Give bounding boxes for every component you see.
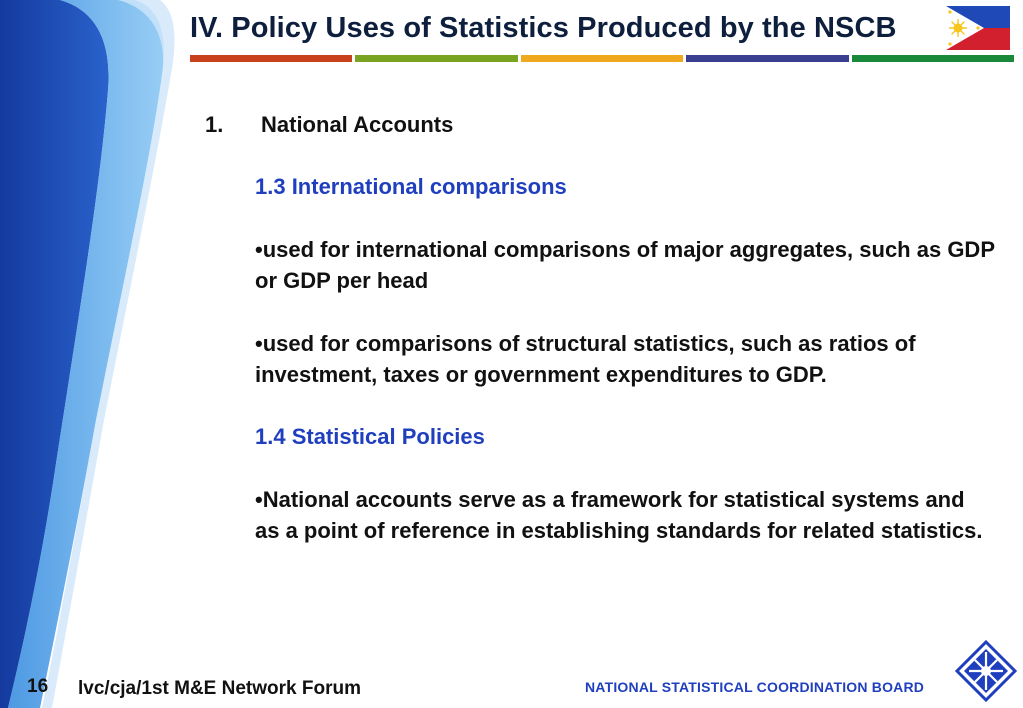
page-number: 16 [27, 676, 49, 697]
side-decoration [0, 0, 200, 708]
section-international-comparisons [255, 172, 995, 390]
bullet-text: used for international comparisons of major aggregates, such as GDP or GDP per head [255, 237, 995, 293]
slide-title: IV. Policy Uses of Statistics Produced by the NSCB [190, 12, 897, 44]
item-number: 1. [205, 112, 224, 137]
nscb-logo-icon [955, 640, 1017, 702]
bullet-text: National accounts serve as a framework for statistical systems and as a point of reference in establishing standards for related statistics. [255, 487, 983, 543]
color-bar-segment [521, 55, 683, 62]
bullet-item [255, 328, 995, 390]
footer-text: lvc/cja/1st M&E Network Forum [78, 678, 361, 699]
bullet-marker: • [255, 487, 263, 512]
bullet-marker: • [255, 331, 263, 356]
section-statistical-policies [255, 422, 995, 546]
color-bar-segment [852, 55, 1014, 62]
item-heading [205, 110, 995, 140]
organization-name: NATIONAL STATISTICAL COORDINATION BOARD [585, 679, 925, 695]
slide-content [205, 110, 995, 546]
section-heading: 1.4 Statistical Policies [255, 424, 485, 449]
philippine-flag-icon [946, 6, 1010, 50]
title-color-bar [190, 55, 1014, 62]
bullet-item [255, 234, 995, 296]
color-bar-segment [190, 55, 352, 62]
section-heading: 1.3 International comparisons [255, 174, 567, 199]
item-label: National Accounts [261, 112, 454, 137]
bullet-item [255, 484, 995, 546]
bullet-text: used for comparisons of structural statistics, such as ratios of investment, taxes or government expenditures to GDP. [255, 331, 916, 387]
bullet-marker: • [255, 237, 263, 262]
color-bar-segment [686, 55, 848, 62]
color-bar-segment [355, 55, 517, 62]
